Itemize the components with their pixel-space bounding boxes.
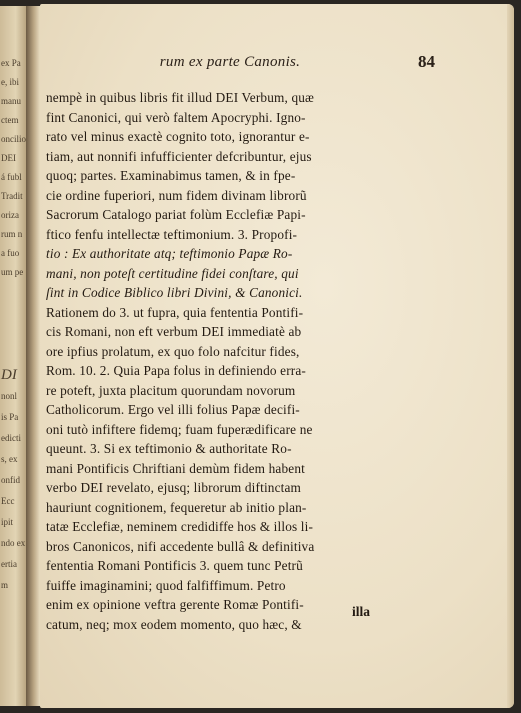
text-line: mani, non poteſt certitudine fidei conſtare, qui xyxy=(46,265,299,281)
left-page-fragment: oriza xyxy=(1,210,19,220)
text-line: nempè in quibus libris fit illud DEI Verbum, quæ xyxy=(46,90,315,105)
left-page-fragment: ipit xyxy=(1,517,14,527)
text-line: cie ordine fuperiori, num fidem divinam librorũ xyxy=(46,187,307,203)
left-page-fragment: nonl xyxy=(1,391,18,401)
left-page-fragment: Tradit xyxy=(1,191,23,201)
text-line: re poteft, juxta placitum quorundam novorum xyxy=(46,382,296,398)
left-page-fragment: s, ex xyxy=(1,454,18,464)
book-gutter xyxy=(26,6,40,706)
text-line: fententia Romani Pontificis 3. quem tunc Petrũ xyxy=(46,558,303,573)
text-line: cis Romani, non eft verbum DEI immediatè ab xyxy=(46,324,302,339)
page-number: 84 xyxy=(418,52,435,71)
text-line: ſint in Codice Biblico libri Divini, & Canonici. xyxy=(46,285,303,300)
left-page-fragment: onfid xyxy=(1,475,20,485)
left-page-fragment: manu xyxy=(1,96,21,106)
text-line: bros Canonicos, nifi accedente bullâ & definitiva xyxy=(46,538,315,554)
left-page-fragment: DEI xyxy=(1,153,16,163)
text-line: tiam, aut nonnifi infufficienter defcribuntur, ejus xyxy=(46,148,312,164)
left-page-fragment: a fuo xyxy=(1,248,20,258)
left-page-fragment: edicti xyxy=(1,433,21,443)
right-page xyxy=(40,4,514,708)
left-page-fragment: is Pa xyxy=(1,412,19,422)
left-page-edge xyxy=(0,6,26,706)
left-page-fragment: ertia xyxy=(1,559,17,569)
text-line: Sacrorum Catalogo pariat folùm Ecclefiæ Papi- xyxy=(46,207,306,222)
text-line: mani Pontificis Chriftiani demùm fidem habent xyxy=(46,460,305,476)
left-page-fragment: rum n xyxy=(1,229,23,239)
text-line: catum, neq; mox eodem momento, quo hæc, & xyxy=(46,616,302,632)
left-page-fragment: ndo ex xyxy=(1,538,26,548)
text-line: fint Canonici, qui verò faltem Apocryphi. Igno- xyxy=(46,109,306,125)
text-line: ftico fenfu intellectæ teftimonium. 3. Propofi- xyxy=(46,226,298,242)
text-line: Rom. 10. 2. Quia Papa folus in definiendo erra- xyxy=(46,363,307,378)
text-line: Catholicorum. Ergo vel illi folius Papæ decifi- xyxy=(46,402,300,417)
text-line: verbo DEI revelato, ejusq; librorum diftinctam xyxy=(46,480,302,495)
text-line: queunt. 3. Si ex teftimonio & authoritate Ro- xyxy=(46,441,292,456)
left-page-fragment: ex Pa xyxy=(1,58,21,68)
running-head: rum ex parte Canonis. xyxy=(159,54,301,70)
text-line: rato vel minus exactè cognito toto, ignorantur e- xyxy=(46,129,310,144)
body-text xyxy=(46,88,394,634)
text-line: tio : Ex authoritate atq; teftimonio Papæ Ro- xyxy=(46,246,293,261)
left-page-fragment: Ecc xyxy=(1,496,15,506)
text-line: oni tutò infiftere fidemq; fuam fuperædificare ne xyxy=(46,421,313,437)
page-fore-edge xyxy=(507,4,514,708)
left-page-fragment: m xyxy=(1,580,9,590)
left-page-fragment: e, ibi xyxy=(1,77,19,87)
left-page-fragment: ctem xyxy=(1,115,19,125)
left-page-fragment: oncilio xyxy=(1,134,26,144)
left-page-fragment: um pe xyxy=(1,267,24,277)
text-line: tatæ Ecclefiæ, neminem credidiffe hos & illos li- xyxy=(46,519,314,534)
text-line: Rationem do 3. ut fupra, quia fententia Pontifi- xyxy=(46,304,304,320)
text-line: enim ex opinione veftra gerente Romæ Pontifi- xyxy=(46,597,304,612)
text-line: fuiffe imaginamini; quod falfiffimum. Petro xyxy=(46,577,286,593)
text-line: hauriunt cognitionem, fequeretur ab initio plan- xyxy=(46,499,307,515)
left-page-fragment: DI xyxy=(1,367,17,383)
left-page-fragment: á fubl xyxy=(1,172,22,182)
catchword: illa xyxy=(352,604,371,619)
text-line: ore ipfius prolatum, ex quo folo nafcitur fides, xyxy=(46,343,300,359)
text-line: quoq; partes. Examinabimus tamen, & in fpe- xyxy=(46,168,296,183)
